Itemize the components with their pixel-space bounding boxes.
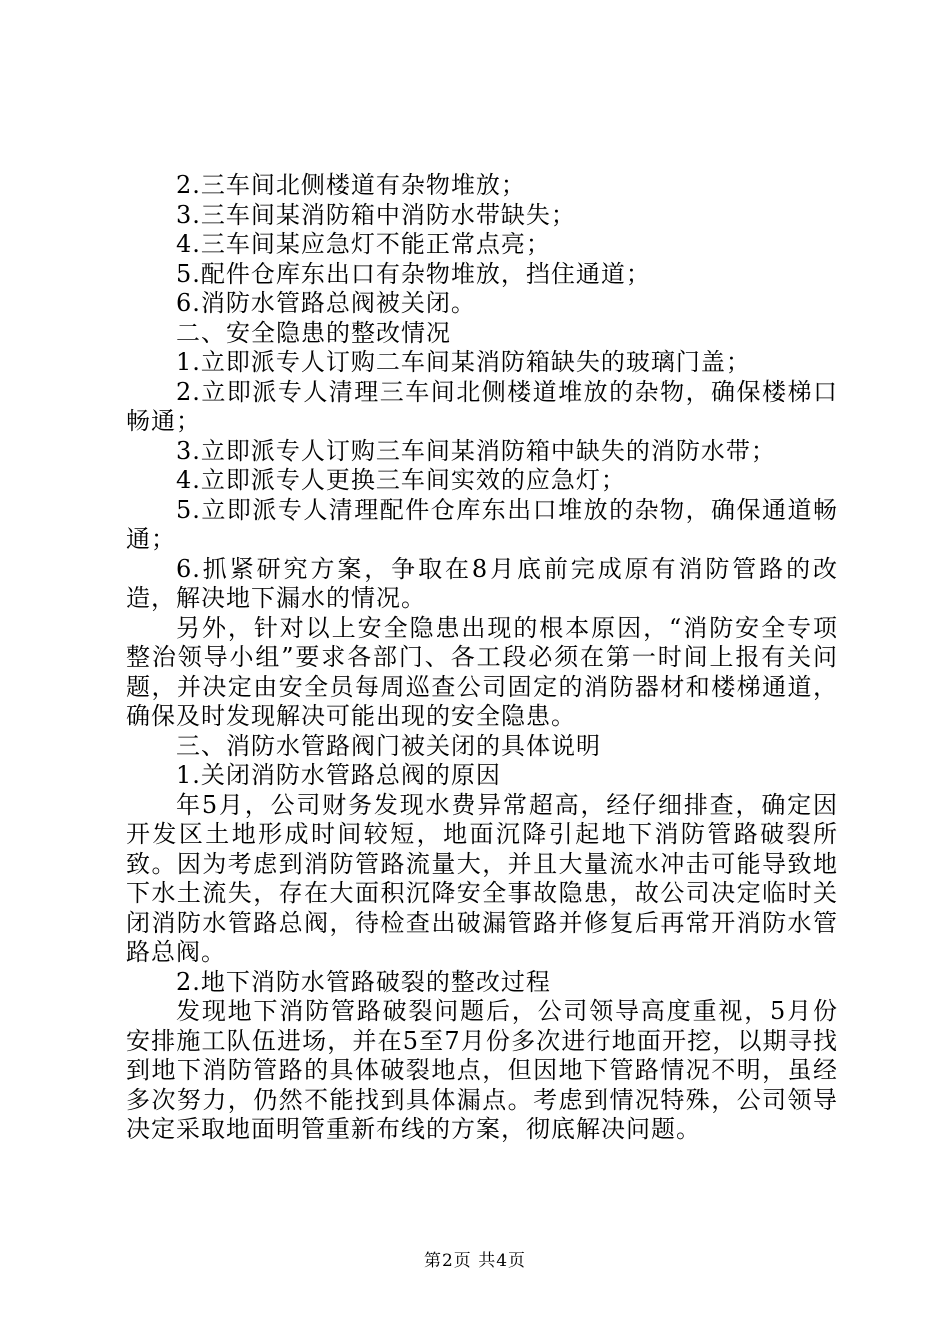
subheading-1: 1.关闭消防水管路总阀的原因 xyxy=(176,761,501,789)
reason-paragraph: 年5月，公司财务发现水费异常超高，经仔细排查，确定因开发区土地形成时间较短，地面沉降引起地下消防管路破裂所致。因为考虑到消防管路流量大，并且大量流水冲击可能导致地下水土流失，存在大面积沉降安全事故隐患，故公司决定临时关闭消防水管路总阀，待检查出破漏管路并修复后再常开消防水管路总阀。 xyxy=(126,790,838,966)
page-number: 第2页 共4页 xyxy=(423,1251,527,1271)
list-item-6: 6.消防水管路总阀被关闭。 xyxy=(176,289,476,317)
list-item-5: 5.配件仓库东出口有杂物堆放，挡住通道； xyxy=(176,259,651,288)
process-paragraph: 发现地下消防管路破裂问题后，公司领导高度重视，5月份安排施工队伍进场，并在5至7月份多次进行地面开挖，以期寻找到地下消防管路的具体破裂地点，但因地下管路情况不明，虽经多次努力，仍然不能找到具体漏点。考虑到情况特殊，公司领导决定采取地面明管重新布线的方案，彻底解决问题。 xyxy=(126,997,838,1143)
document-body xyxy=(126,171,838,1145)
section-heading-3: 三、消防水管路阀门被关闭的具体说明 xyxy=(176,731,601,760)
subheading-2: 2.地下消防水管路破裂的整改过程 xyxy=(176,967,551,996)
list-item-2: 2.三车间北侧楼道有杂物堆放； xyxy=(176,171,526,199)
list-item-4: 4.三车间某应急灯不能正常点亮； xyxy=(176,230,551,258)
fix-item-4: 4.立即派专人更换三车间实效的应急灯； xyxy=(176,466,626,494)
fix-item-5: 5.立即派专人清理配件仓库东出口堆放的杂物，确保通道畅通； xyxy=(126,495,838,553)
additional-paragraph: 另外，针对以上安全隐患出现的根本原因，“消防安全专项整治领导小组”要求各部门、各工段必须在第一时间上报有关问题，并决定由安全员每周巡查公司固定的消防器材和楼梯通道，确保及时发现解决可能出现的安全隐患。 xyxy=(126,613,838,730)
fix-item-1: 1.立即派专人订购二车间某消防箱缺失的玻璃门盖； xyxy=(176,348,751,376)
section-heading-2: 二、安全隐患的整改情况 xyxy=(176,318,451,347)
fix-item-3: 3.立即派专人订购三车间某消防箱中缺失的消防水带； xyxy=(176,436,776,465)
fix-item-2: 2.立即派专人清理三车间北侧楼道堆放的杂物，确保楼梯口畅通； xyxy=(126,377,838,435)
list-item-3: 3.三车间某消防箱中消防水带缺失； xyxy=(176,200,576,229)
fix-item-6: 6.抓紧研究方案，争取在8月底前完成原有消防管路的改造，解决地下漏水的情况。 xyxy=(126,554,838,612)
